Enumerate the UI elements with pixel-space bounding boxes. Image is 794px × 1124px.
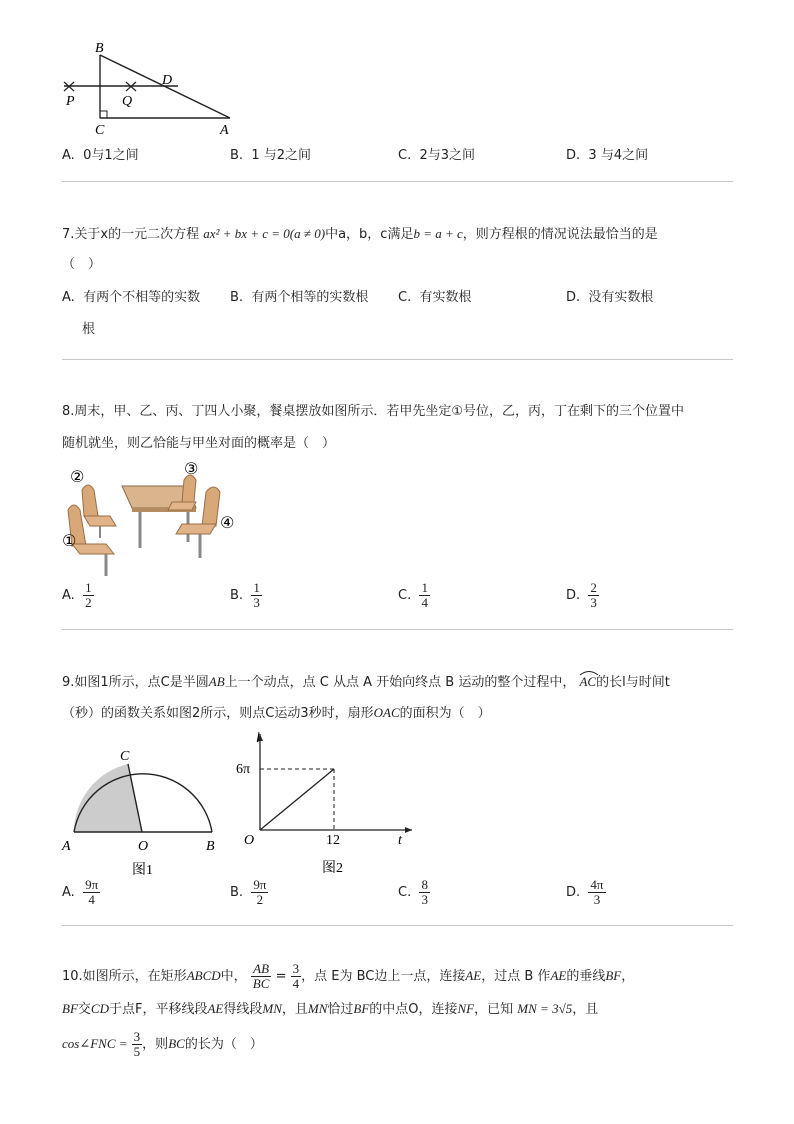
q7-option-a-wrap: 根: [82, 322, 96, 337]
label-c: C: [95, 123, 105, 138]
q9-option-b[interactable]: B. $\frac{9\pi}{2}$: [230, 877, 267, 907]
divider: [62, 359, 733, 360]
divider: [62, 925, 733, 926]
seat-2-label: ②: [70, 467, 85, 486]
q7-condition: b = a + c: [413, 226, 463, 241]
svg-text:6π: 6π: [236, 762, 251, 777]
figure-caption: 图2: [322, 861, 343, 876]
label-p: P: [66, 94, 75, 109]
svg-text:O: O: [244, 833, 255, 848]
svg-text:A: A: [62, 839, 71, 854]
fraction: $\frac{8}{3}$: [421, 877, 428, 907]
fraction: $\frac{3}{4}$: [292, 961, 300, 991]
q8-option-c[interactable]: C. $\frac{1}{4}$: [398, 580, 428, 610]
svg-text:O: O: [138, 839, 149, 854]
q8-option-d[interactable]: D. $\frac{2}{3}$: [566, 580, 597, 610]
q10-stem-line2: BF交CD于点F，平移线段AE得线段MN，且MN恰过BF的中点O，连接NF，已知 MN = 3√5，且: [62, 1001, 599, 1017]
q6-triangle-figure: [58, 38, 248, 138]
q7-option-a[interactable]: A. 有两个不相等的实数: [62, 290, 201, 305]
q9-option-d[interactable]: D. $\frac{4\pi}{3}$: [566, 877, 604, 907]
q7-option-d[interactable]: D. 没有实数根: [566, 290, 654, 305]
q9-option-c[interactable]: C. $\frac{8}{3}$: [398, 877, 428, 907]
q10-stem-line3: cos∠FNC = $\frac{3}{5}$ ，则BC的长为（ ）: [62, 1029, 263, 1059]
seat-3-label: ③: [184, 459, 199, 478]
q6-option-c[interactable]: C. 2与3之间: [398, 148, 476, 163]
fraction: $\frac{3}{5}$: [133, 1029, 141, 1059]
divider: [62, 181, 733, 182]
seat-1-label: ①: [62, 531, 77, 550]
label-q: Q: [122, 94, 133, 109]
q7-equation: ax² + bx + c = 0(a ≠ 0): [203, 226, 326, 241]
q8-option-a[interactable]: A. $\frac{1}{2}$: [62, 580, 92, 610]
svg-text:12: 12: [326, 833, 340, 848]
fraction: $\frac{1}{3}$: [253, 580, 260, 610]
q10-stem-line1: 10.如图所示，在矩形ABCD中， $\frac{AB}{BC}$ = $\frac{3}{4}$ ，点 E为 BC边上一点，连接AE，过点 B 作AE的垂线BF，: [62, 961, 635, 991]
q6-option-b[interactable]: B. 1 与2之间: [230, 148, 312, 163]
fraction: $\frac{1}{4}$: [421, 580, 428, 610]
q7-stem-line1: 7.关于x的一元二次方程 ax² + bx + c = 0(a ≠ 0)中a，b，c满足b = a + c，则方程根的情况说法最恰当的是: [62, 226, 658, 242]
fraction: $\frac{9\pi}{2}$: [253, 877, 267, 907]
seat-4-label: ④: [220, 513, 235, 532]
q8-stem-line2: 随机就坐，则乙恰能与甲坐对面的概率是（ ）: [62, 436, 336, 451]
label-d: D: [162, 73, 173, 88]
svg-text:B: B: [206, 839, 215, 854]
label-a: A: [220, 123, 229, 138]
q6-option-a[interactable]: A. 0与1之间: [62, 148, 139, 163]
fraction: $\frac{4\pi}{3}$: [590, 877, 604, 907]
fraction: $\frac{AB}{BC}$: [252, 961, 270, 991]
figure-caption: 图1: [132, 863, 153, 878]
q6-option-d[interactable]: D. 3 与4之间: [566, 148, 649, 163]
svg-text:l: l: [256, 731, 260, 746]
q9-line-graph-figure: [232, 728, 422, 878]
arc-ac: AC: [579, 674, 596, 689]
q7-option-c[interactable]: C. 有实数根: [398, 290, 472, 305]
fraction: $\frac{1}{2}$: [85, 580, 92, 610]
svg-text:C: C: [120, 749, 130, 764]
q7-answer-bracket: （ ）: [62, 257, 102, 272]
q8-option-b[interactable]: B. $\frac{1}{3}$: [230, 580, 260, 610]
q8-stem-line1: 8.周末，甲、乙、丙、丁四人小聚，餐桌摆放如图所示．若甲先坐定①号位，乙，丙，丁在剩下的三个位置中: [62, 404, 685, 419]
fraction: $\frac{9\pi}{4}$: [85, 877, 99, 907]
q9-semicircle-figure: [58, 744, 228, 878]
divider: [62, 629, 733, 630]
fraction: $\frac{2}{3}$: [590, 580, 597, 610]
q9-stem-line1: 9.如图1所示，点C是半圆AB上一个动点，点 C 从点 A 开始向终点 B 运动的整个过程中， AC 的长l与时间t: [62, 673, 670, 692]
svg-text:t: t: [398, 833, 402, 848]
q7-option-b[interactable]: B. 有两个相等的实数根: [230, 290, 369, 305]
q9-option-a[interactable]: A. $\frac{9\pi}{4}$: [62, 877, 99, 907]
q9-stem-line2: （秒）的函数关系如图2所示，则点C运动3秒时，扇形OAC的面积为（ ）: [62, 705, 491, 721]
q8-dining-table-figure: [60, 458, 250, 580]
label-b: B: [95, 41, 104, 56]
